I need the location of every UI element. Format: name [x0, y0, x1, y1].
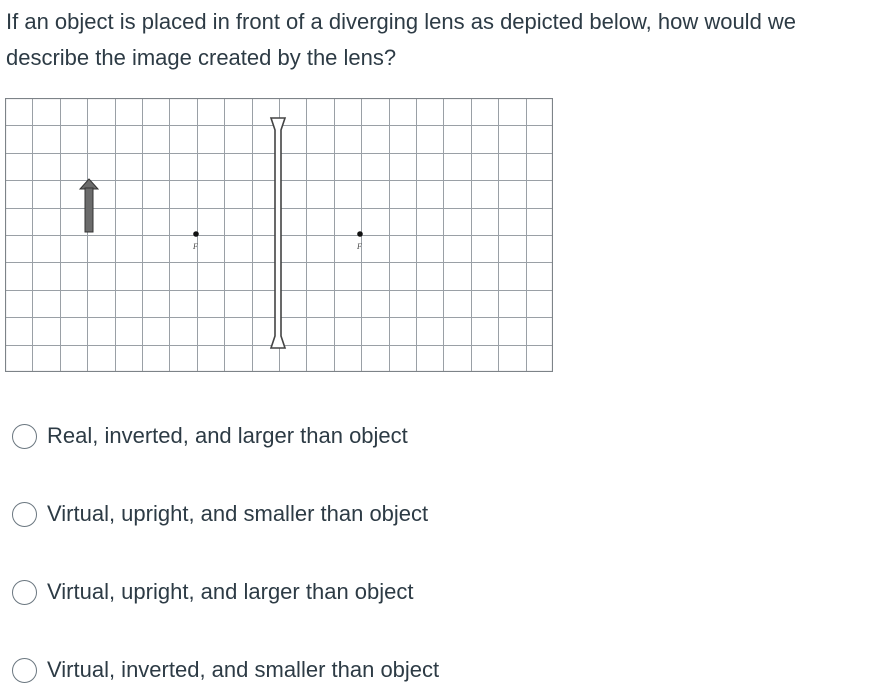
option-a[interactable]: [12, 421, 408, 451]
option-b[interactable]: [12, 499, 428, 529]
option-c[interactable]: [12, 577, 414, 607]
focal-label-left: F: [193, 242, 198, 251]
object-arrow-icon: [80, 179, 98, 232]
radio-button[interactable]: [12, 658, 37, 683]
option-label: Virtual, upright, and larger than object: [47, 579, 414, 604]
option-label: Virtual, inverted, and smaller than object: [47, 657, 440, 682]
option-d[interactable]: [12, 655, 439, 685]
radio-button[interactable]: [12, 502, 37, 527]
focal-label-right: F: [357, 242, 362, 251]
question-text: If an object is placed in front of a diverging lens as depicted below, how would we describe the image created by the lens?: [6, 9, 797, 70]
lens-diagram: [5, 98, 553, 372]
diverging-lens: [271, 118, 285, 348]
focal-point-left: [193, 231, 199, 237]
focal-point-right: [357, 231, 363, 237]
radio-button[interactable]: [12, 424, 37, 449]
option-label: Real, inverted, and larger than object: [47, 423, 408, 448]
option-label: Virtual, upright, and smaller than object: [47, 501, 429, 526]
radio-button[interactable]: [12, 580, 37, 605]
